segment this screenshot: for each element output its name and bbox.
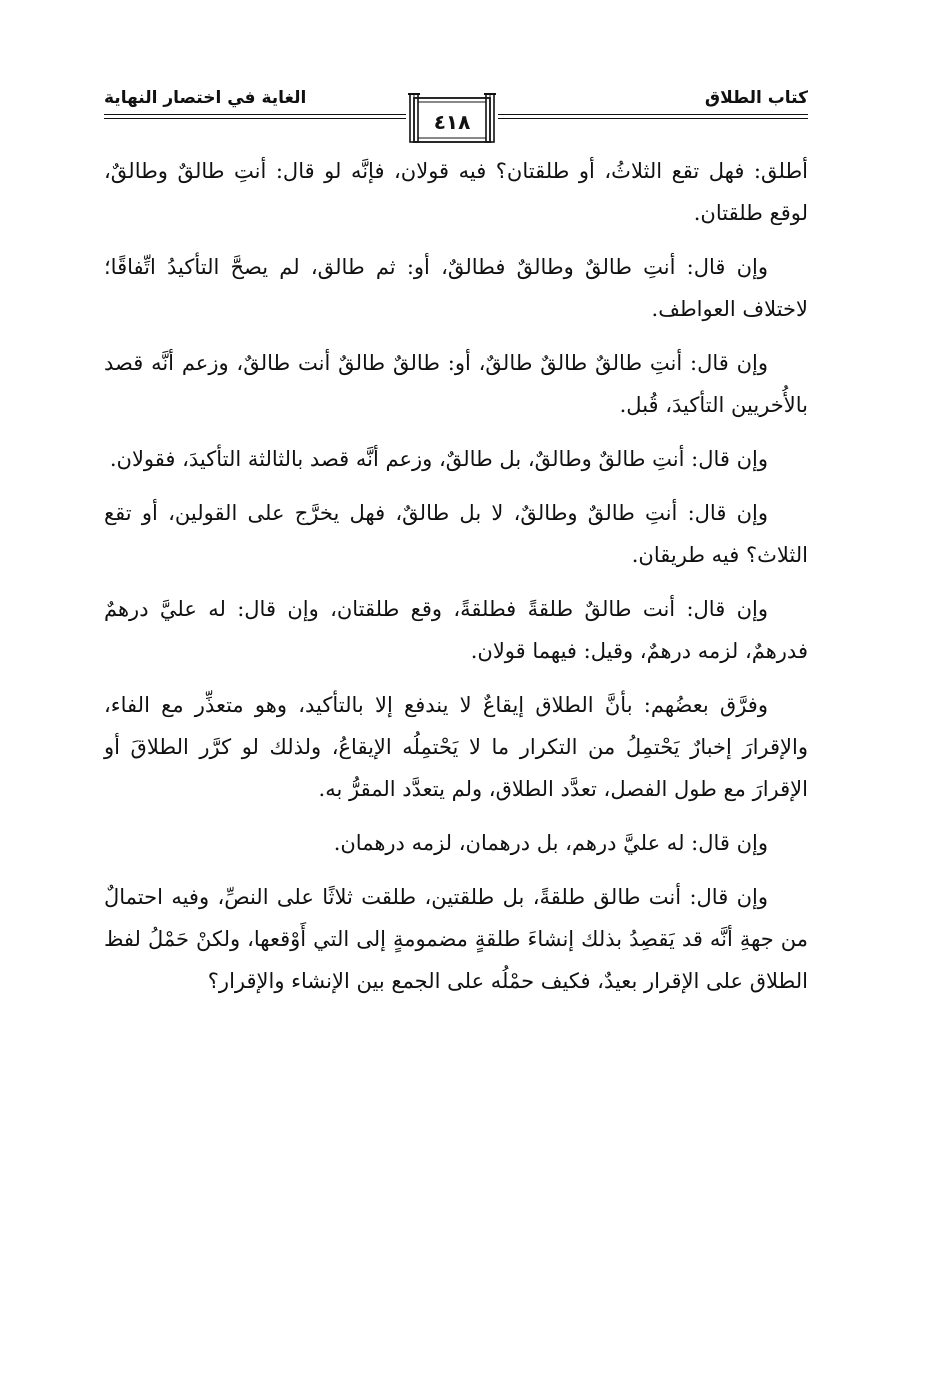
- header-rule: [498, 114, 808, 115]
- paragraph: وإن قال: أنتِ طالقٌ وطالقٌ، بل طالقٌ، وزعم أنَّه قصد بالثالثة التأكيدَ، فقولان.: [109, 447, 768, 471]
- running-header: [104, 84, 808, 154]
- paragraph: وإن قال: أنتِ طالقٌ وطالقٌ، لا بل طالقٌ، فهل يخرَّج على القولين، أو تقع الثلاث؟ فيه طريقان.: [104, 501, 808, 567]
- paragraph: وإن قال: له عليَّ درهم، بل درهمان، لزمه درهمان.: [333, 831, 768, 855]
- header-rule: [104, 118, 406, 119]
- paragraph: وإن قال: أنتِ طالقٌ وطالقٌ فطالقٌ، أو: ثم طالق، لم يصحَّ التأكيدُ اتِّفاقًا؛ لاختلاف العواطف.: [104, 255, 808, 321]
- page-number: ٤١٨: [433, 110, 471, 134]
- body-text: [104, 150, 808, 1014]
- header-rule: [498, 118, 808, 119]
- header-rule: [104, 114, 406, 115]
- paragraph: وإن قال: أنت طالقٌ طلقةً فطلقةً، وقع طلقتان، وإن قال: له عليَّ درهمٌ فدرهمٌ، لزمه درهمٌ، وقيل: فيهما قولان.: [104, 597, 808, 663]
- paragraph: وإن قال: أنت طالق طلقةً، بل طلقتين، طلقت ثلاثًا على النصِّ، وفيه احتمالٌ من جهةِ أنَّه قد يَقصِدُ بذلك إنشاءَ طلقةٍ مضمومةٍ إلى التي أَوْقعها، ولكنْ حَمْلُ لفظ الطلاق على الإقرار بعيدٌ، فكيف حمْلُه على الجمع بين الإنشاء والإقرار؟: [104, 885, 808, 993]
- paragraph: وإن قال: أنتِ طالقٌ طالقٌ طالقٌ، أو: طالقٌ طالقٌ أنت طالقٌ، وزعم أنَّه قصد بالأُخريين التأكيدَ، قُبل.: [104, 351, 808, 417]
- chapter-title: كتاب الطلاق: [704, 88, 808, 108]
- paragraph: أطلق: فهل تقع الثلاثُ، أو طلقتان؟ فيه قولان، فإنَّه لو قال: أنتِ طالقٌ وطالقٌ، لوقع طلقتان.: [104, 159, 808, 225]
- paragraph: وفرَّق بعضُهم: بأنَّ الطلاق إيقاعٌ لا يندفع إلا بالتأكيد، وهو متعذِّر مع الفاء، والإقرارَ إخبارٌ يَحْتمِلُ من التكرار ما لا يَحْتمِلُه الإيقاعُ، ولذلك لو كرَّر الطلاقَ أو الإقرارَ مع طول الفصل، تعدَّد الطلاق، ولم يتعدَّد المقرُّ به.: [104, 693, 808, 801]
- page-number-frame: [408, 92, 496, 144]
- book-title: الغاية في اختصار النهاية: [104, 88, 307, 108]
